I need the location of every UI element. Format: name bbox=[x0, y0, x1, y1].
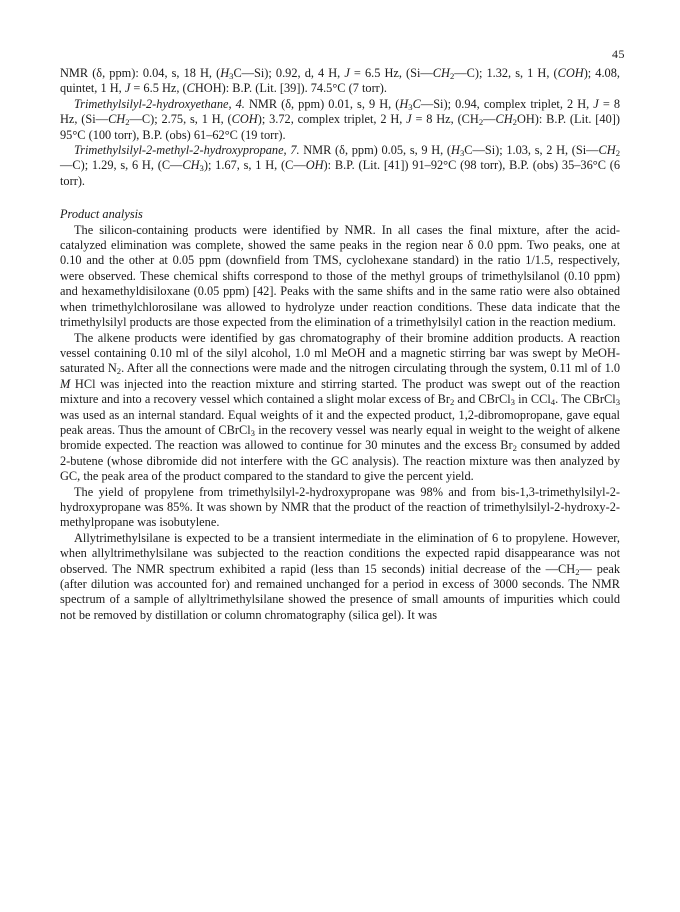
page-body bbox=[60, 66, 620, 623]
nmr-entry: Trimethylsilyl-2-methyl-2-hydroxypropane, 7. NMR (δ, ppm) 0.05, s, 9 H, $(H_3C—Si)$; 1.03, s, 2 H, $(Si—CH_2—C)$; 1.29, s, 6 H, $(C—CH_3)$; 1.67, s, 1 H, (C—OH): B.P. (Lit. [41]) 91–92°C (98 torr), B.P. (obs) 35–36°C (6 torr). bbox=[60, 143, 620, 188]
body-paragraph: Allytrimethylsilane is expected to be a transient intermediate in the elimination of 6 to propylene. However, when allyltrimethylsilane was subjected to the reaction conditions the expected rapid disappearance was not observed. The NMR spectrum exhibited a rapid (less than 15 seconds) initial decrease of the $—CH_2—$ peak (after dilution was accounted for) and remained unchanged for a period in excess of 3000 seconds. The NMR spectrum of a sample of allyltrimethylsilane showed the presence of small amounts of impurities which could not be removed by distillation or column chromatography (silica gel). It was bbox=[60, 530, 621, 622]
nmr-entry: Trimethylsilyl-2-hydroxyethane, 4. NMR (δ, ppm) 0.01, s, 9 H, $(H_3C—Si)$; 0.94, complex triplet, 2 H, J = 8 Hz, $(Si—CH_2—C)$; 2.75, s, 1 H, (COH); 3.72, complex triplet, 2 H, J = 8 Hz, $(CH_2—CH_2OH)$: B.P. (Lit. [40]) 95°C (100 torr), B.P. (obs) 61–62°C (19 torr). bbox=[60, 96, 621, 142]
body-paragraph: The yield of propylene from trimethylsilyl-2-hydroxypropane was 98% and from bis-1,3-trimethylsilyl-2-hydroxypropane was 85%. It was shown by NMR that the product of the reaction of trimethylsilyl-2-hydroxy-2-methylpropane was isobutylene. bbox=[60, 484, 620, 530]
body-paragraph: The silicon-containing products were identified by NMR. In all cases the final mixture, after the acid-catalyzed elimination was complete, showed the same peaks in the region near δ 0.0 ppm. Two peaks, one at 0.10 and the other at 0.05 ppm (downfield from TMS, cyclohexane standard) in the ratio 1/1.5, respectively, were observed. These chemical shifts correspond to those of the methyl groups of trimethylsilanol (0.10 ppm) and hexamethyldisiloxane (0.05 ppm) [42]. Peaks with the same shifts and in the same ratio were also obtained when trimethylchlorosilane was allowed to hydrolyze under reaction conditions. These data indicate that the trimethylsilyl products are those expected from the elimination of a trimethylsilyl cation in the reaction medium. bbox=[60, 222, 620, 330]
section-heading: Product analysis bbox=[60, 207, 143, 222]
body-paragraph: The alkene products were identified by gas chromatography of their bromine addition products. A reaction vessel containing 0.10 ml of the silyl alcohol, 1.0 ml MeOH and a magnetic stirring bar was swept by MeOH-saturated $N_2$. After all the connections were made and the nitrogen circulating through the system, 0.11 ml of 1.0 M HCl was injected into the reaction mixture and stirring started. The product was swept out of the reaction mixture and into a recovery vessel which contained a slight molar excess of $Br_2$ and CBrCl$_3$ in CCl$_4$. The CBrCl$_3$ was used as an internal standard. Equal weights of it and the expected product, 1,2-dibromopropane, gave equal peak areas. Thus the amount of CBrCl$_3$ in the recovery vessel was nearly equal in weight to the weight of alkene bromide expected. The reaction was allowed to continue for 30 minutes and the excess $Br_2$ consumed by added 2-butene (whose dibromide did not interfere with the GC analysis). The reaction mixture was then analyzed by GC, the peak area of the product compared to the standard to give the percent yield. bbox=[60, 330, 621, 484]
analysis-section bbox=[60, 223, 620, 624]
nmr-data-block bbox=[60, 66, 620, 189]
page-number: 45 bbox=[612, 47, 625, 61]
section-spacer bbox=[60, 189, 620, 207]
nmr-entry: NMR (δ, ppm): 0.04, s, 18 H, $(H_3C—Si)$; 0.92, d, 4 H, J = 6.5 Hz, $(Si—CH_2—C)$; 1.32, s, 1 H, (COH); 4.08, quintet, 1 H, J = 6.5 Hz, (CHOH): B.P. (Lit. [39]). 74.5°C (7 torr). bbox=[60, 66, 620, 96]
